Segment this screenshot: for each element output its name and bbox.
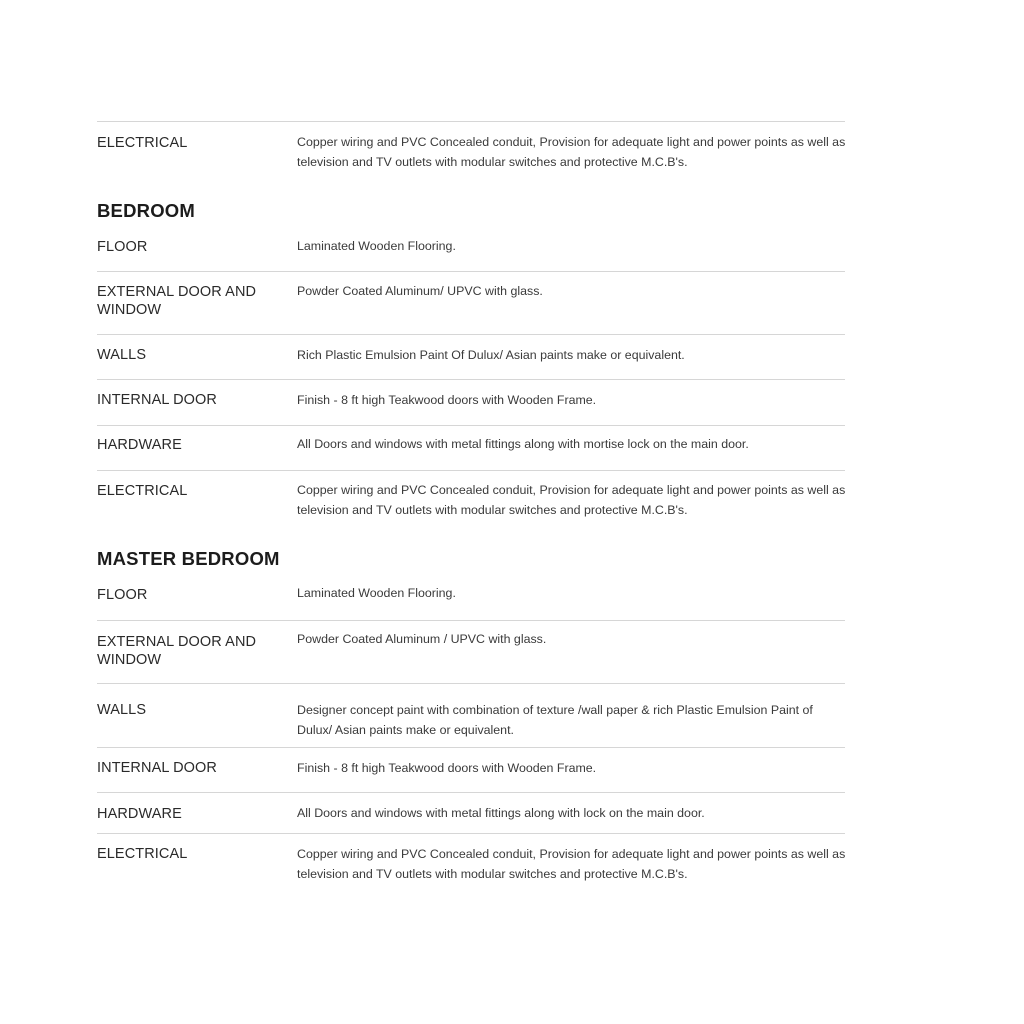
bedroom-desc-electrical: Copper wiring and PVC Concealed conduit, Provision for adequate light and power points as well as television and TV outlets with modular switches and protective M.C.B's.: [297, 483, 846, 517]
master-desc-internal-door: Finish - 8 ft high Teakwood doors with Wooden Frame.: [297, 761, 597, 775]
bedroom-desc-internal-door: Finish - 8 ft high Teakwood doors with Wooden Frame.: [297, 393, 597, 407]
row-divider: [97, 271, 845, 272]
master-desc-hardware: All Doors and windows with metal fittings along with lock on the main door.: [297, 806, 705, 820]
row-divider: [97, 792, 845, 793]
bedroom-label-external-door: EXTERNAL DOOR AND WINDOW: [97, 284, 257, 318]
bedroom-label-walls: WALLS: [97, 347, 147, 363]
row-divider: [97, 334, 845, 335]
bedroom-desc-floor: Laminated Wooden Flooring.: [297, 239, 456, 253]
row-divider: [97, 683, 845, 684]
bedroom-desc-hardware: All Doors and windows with metal fittings along with mortise lock on the main door.: [297, 437, 749, 451]
master-label-floor: FLOOR: [97, 587, 148, 603]
top-divider: [97, 121, 845, 122]
master-label-internal-door: INTERNAL DOOR: [97, 760, 217, 776]
bedroom-label-hardware: HARDWARE: [97, 437, 182, 453]
bedroom-label-floor: FLOOR: [97, 239, 148, 255]
master-desc-walls: Designer concept paint with combination of texture /wall paper & rich Plastic Emulsion Paint of Dulux/ Asian paints make or equivalent.: [297, 703, 813, 737]
row-divider: [97, 425, 845, 426]
row-divider: [97, 620, 845, 621]
row-divider: [97, 747, 845, 748]
master-label-electrical: ELECTRICAL: [97, 846, 188, 862]
spec-label-electrical: ELECTRICAL: [97, 135, 188, 151]
section-heading-bedroom: BEDROOM: [97, 200, 196, 221]
master-desc-electrical: Copper wiring and PVC Concealed conduit, Provision for adequate light and power points as well as television and TV outlets with modular switches and protective M.C.B's.: [297, 847, 846, 881]
bedroom-desc-walls: Rich Plastic Emulsion Paint Of Dulux/ Asian paints make or equivalent.: [297, 348, 685, 362]
master-desc-external-door: Powder Coated Aluminum / UPVC with glass.: [297, 632, 547, 646]
master-label-hardware: HARDWARE: [97, 806, 182, 822]
master-label-external-door: EXTERNAL DOOR AND WINDOW: [97, 634, 257, 668]
bedroom-label-electrical: ELECTRICAL: [97, 483, 188, 499]
bedroom-desc-external-door: Powder Coated Aluminum/ UPVC with glass.: [297, 284, 543, 298]
master-desc-floor: Laminated Wooden Flooring.: [297, 586, 456, 600]
spec-desc-electrical: Copper wiring and PVC Concealed conduit, Provision for adequate light and power points as well as television and TV outlets with modular switches and protective M.C.B's.: [297, 135, 846, 169]
row-divider: [97, 833, 845, 834]
row-divider: [97, 379, 845, 380]
master-label-walls: WALLS: [97, 702, 147, 718]
row-divider: [97, 470, 845, 471]
bedroom-label-internal-door: INTERNAL DOOR: [97, 392, 217, 408]
section-heading-master-bedroom: MASTER BEDROOM: [97, 548, 280, 569]
